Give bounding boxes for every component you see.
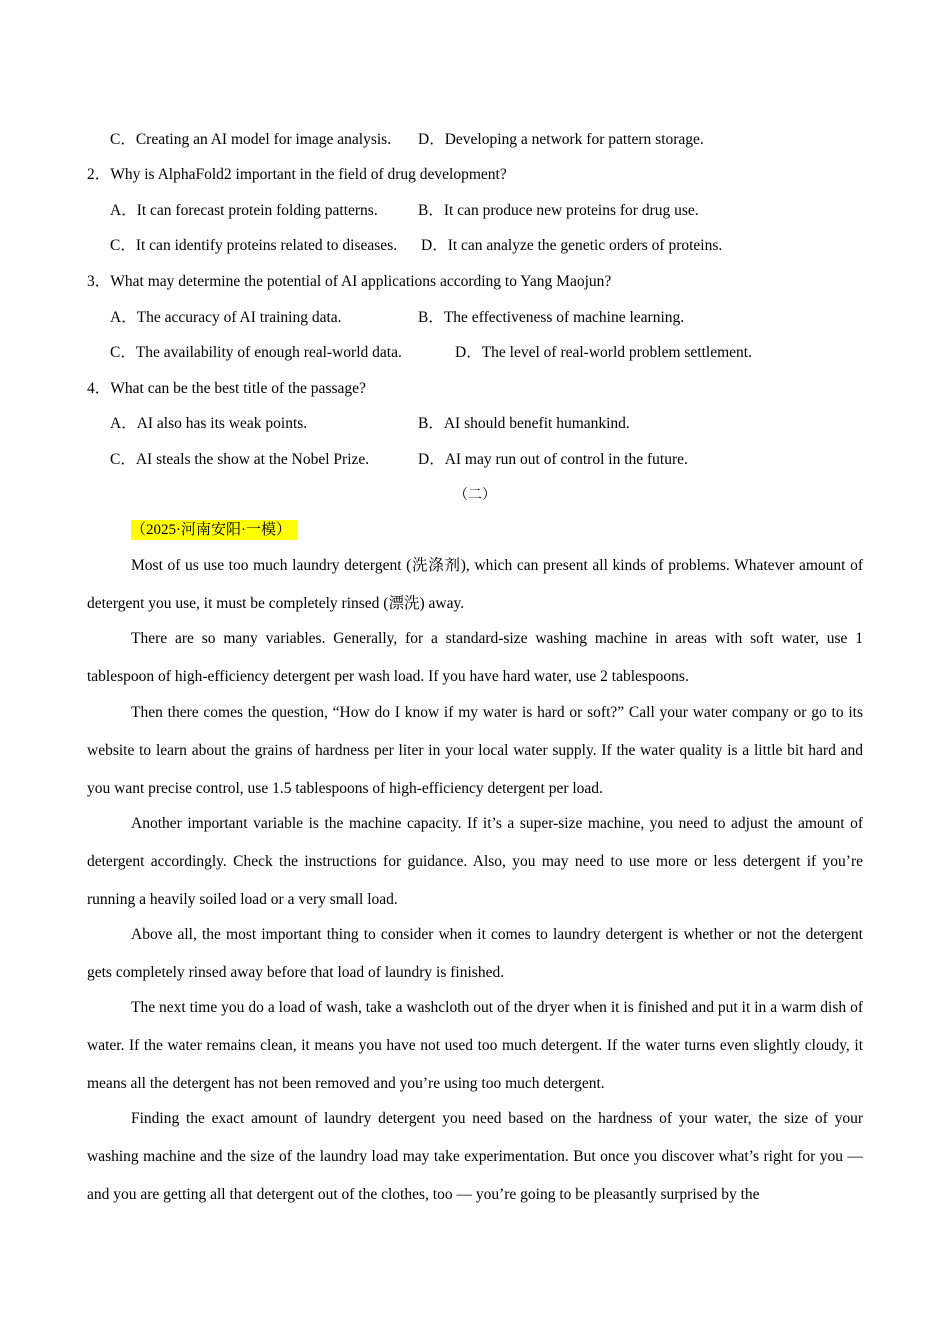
q2-option-a: A．It can forecast protein folding patterns. bbox=[110, 202, 378, 219]
q1-option-c: C．Creating an AI model for image analysis. bbox=[110, 131, 392, 148]
section-label: （二） bbox=[454, 488, 496, 503]
q4-option-d: D．AI may run out of control in the future. bbox=[418, 451, 688, 468]
source-tag: （2025·河南安阳·一模） bbox=[131, 520, 297, 540]
q3-option-c: C．The availability of enough real-world data. bbox=[110, 344, 402, 361]
q3-option-a: A．The accuracy of AI training data. bbox=[110, 309, 342, 326]
passage-paragraph-4: Another important variable is the machine capacity. If it’s a super-size machine, you need to adjust the amount of detergent accordingly. Check the instructions for guidance. Also, you may need to use more or less detergent if you’re running a heavily soiled load or a very small load. bbox=[87, 815, 863, 908]
q4-stem: 4．What can be the best title of the passage? bbox=[87, 380, 366, 397]
q3-stem: 3．What may determine the potential of AI applications according to Yang Maojun? bbox=[87, 273, 612, 290]
q2-option-d: D．It can analyze the genetic orders of proteins. bbox=[421, 237, 723, 254]
q2-option-b: B．It can produce new proteins for drug use. bbox=[418, 202, 699, 219]
q4-option-a: A．AI also has its weak points. bbox=[110, 415, 308, 432]
passage-paragraph-1: Most of us use too much laundry detergent (洗涤剂), which can present all kinds of problems. Whatever amount of detergent you use, it must be completely rinsed (漂洗) away. bbox=[87, 557, 863, 612]
q4-option-c: C．AI steals the show at the Nobel Prize. bbox=[110, 451, 370, 468]
q2-option-c: C．It can identify proteins related to diseases. bbox=[110, 237, 398, 254]
q1-option-d: D．Developing a network for pattern storage. bbox=[418, 131, 704, 148]
q3-option-b: B．The effectiveness of machine learning. bbox=[418, 309, 685, 326]
passage-paragraph-7: Finding the exact amount of laundry detergent you need based on the hardness of your water, the size of your washing machine and the size of the laundry load may take experimentation. But once you discover what’s right for you — and you are getting all that detergent out of the clothes, too — you’re going to be pleasantly surprised by the bbox=[87, 1110, 863, 1203]
q4-option-b: B．AI should benefit humankind. bbox=[418, 415, 630, 432]
passage-paragraph-5: Above all, the most important thing to consider when it comes to laundry detergent is whether or not the detergent gets completely rinsed away before that load of laundry is finished. bbox=[87, 926, 863, 981]
passage-paragraph-3: Then there comes the question, “How do I know if my water is hard or soft?” Call your water company or go to its website to learn about the grains of hardness per liter in your local water supply. If the water quality is a little bit hard and you want precise control, use 1.5 tablespoons of high-efficiency detergent per load. bbox=[87, 704, 863, 797]
passage-paragraph-2: There are so many variables. Generally, for a standard-size washing machine in areas with soft water, use 1 tablespoon of high-efficiency detergent per wash load. If you have hard water, use 2 tablespoons. bbox=[87, 630, 863, 685]
q3-option-d: D．The level of real-world problem settlement. bbox=[455, 344, 752, 361]
passage-paragraph-6: The next time you do a load of wash, take a washcloth out of the dryer when it is finished and put it in a warm dish of water. If the water remains clean, it means you have not used too much detergent. If the water turns even slightly cloudy, it means all the detergent has not been removed and you’re using too much detergent. bbox=[87, 999, 863, 1092]
q2-stem: 2．Why is AlphaFold2 important in the field of drug development? bbox=[87, 166, 507, 183]
